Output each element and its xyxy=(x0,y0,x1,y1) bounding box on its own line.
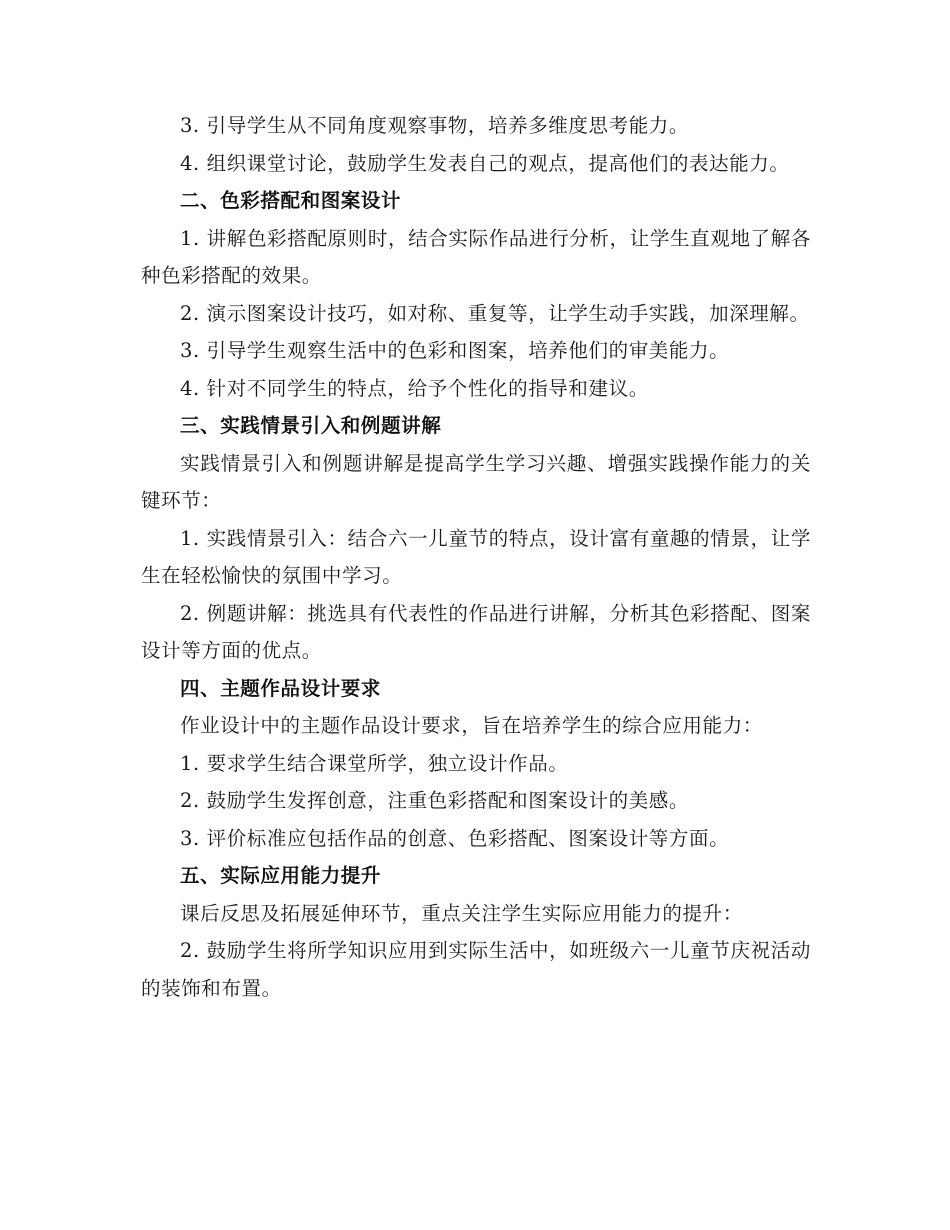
para-section-4-intro: 作业设计中的主题作品设计要求，旨在培养学生的综合应用能力： xyxy=(180,714,763,737)
para-creativity: 2. 鼓励学生发挥创意，注重色彩搭配和图案设计的美感。 xyxy=(180,789,690,812)
para-example-explain: 2. 例题讲解：挑选具有代表性的作品进行讲解，分析其色彩搭配、图案设计等方面的优点。 xyxy=(141,601,811,662)
para-scenario-intro: 1. 实践情景引入：结合六一儿童节的特点，设计富有童趣的情景，让学生在轻松愉快的氛围中学习。 xyxy=(141,526,811,587)
heading-section-5: 五、实际应用能力提升 xyxy=(180,864,382,887)
para-observe-life: 3. 引导学生观察生活中的色彩和图案，培养他们的审美能力。 xyxy=(180,339,730,362)
para-pattern-demo: 2. 演示图案设计技巧，如对称、重复等，让学生动手实践，加深理解。 xyxy=(180,301,810,325)
para-section-5-intro: 课后反思及拓展延伸环节，重点关注学生实际应用能力的提升： xyxy=(180,901,743,925)
para-observe-angles: 3. 引导学生从不同角度观察事物，培养多维度思考能力。 xyxy=(180,114,690,137)
heading-section-2: 二、色彩搭配和图案设计 xyxy=(180,189,402,212)
para-class-discussion: 4. 组织课堂讨论，鼓励学生发表自己的观点，提高他们的表达能力。 xyxy=(180,151,790,175)
para-evaluation: 3. 评价标准应包括作品的创意、色彩搭配、图案设计等方面。 xyxy=(180,826,730,850)
document-body xyxy=(141,107,811,1007)
para-apply-life: 2. 鼓励学生将所学知识应用到实际生活中，如班级六一儿童节庆祝活动的装饰和布置。 xyxy=(141,939,811,1000)
para-individual-guidance: 4. 针对不同学生的特点，给予个性化的指导和建议。 xyxy=(180,376,649,400)
para-independent-design: 1. 要求学生结合课堂所学，独立设计作品。 xyxy=(180,751,569,775)
heading-section-3: 三、实践情景引入和例题讲解 xyxy=(180,414,442,437)
heading-section-4: 四、主题作品设计要求 xyxy=(180,676,382,700)
para-section-3-intro: 实践情景引入和例题讲解是提高学生学习兴趣、增强实践操作能力的关键环节： xyxy=(141,451,811,512)
para-color-principles: 1. 讲解色彩搭配原则时，结合实际作品进行分析，让学生直观地了解各种色彩搭配的效果。 xyxy=(141,226,811,287)
